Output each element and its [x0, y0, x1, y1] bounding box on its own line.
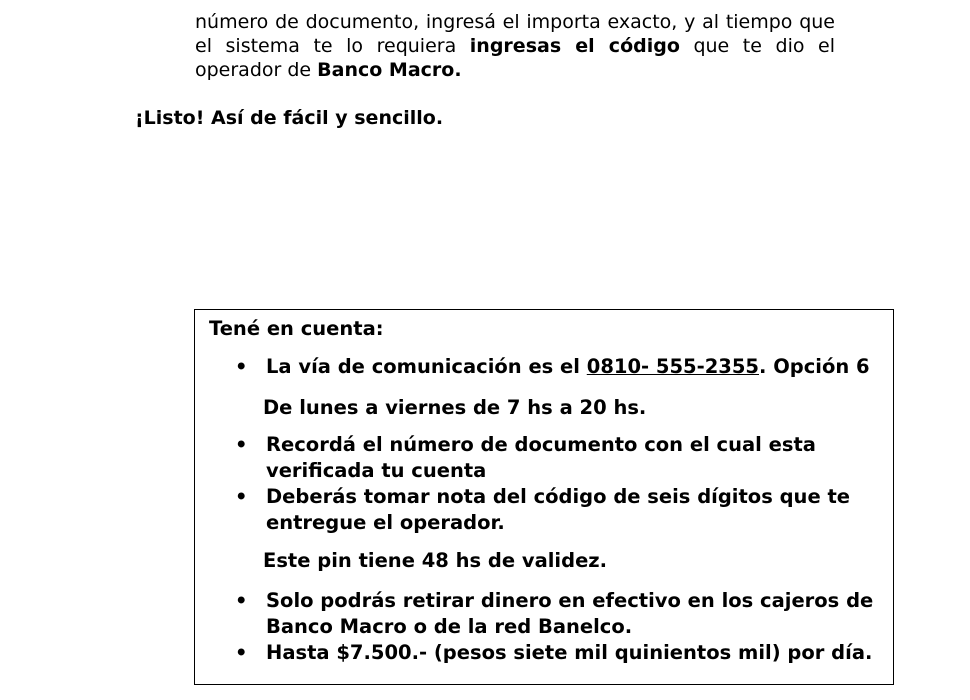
bullet-limit: [235, 640, 885, 666]
schedule-line: De lunes a viernes de 7 hs a 20 hs.: [263, 396, 647, 419]
bullet-contact: [235, 354, 885, 380]
bullet-document-text: Recordá el número de documento con el cual esta verificada tu cuenta: [266, 433, 816, 482]
bullet-dot: •: [235, 589, 248, 612]
bullet-dot: •: [235, 641, 248, 664]
phone-number: 0810- 555-2355: [586, 355, 759, 378]
bullet-code-text: Deberás tomar nota del código de seis dígitos que te entregue el operador.: [266, 485, 851, 534]
bullet-code: [235, 484, 885, 536]
intro-paragraph: [195, 10, 835, 82]
bullet-atm-text: Solo podrás retirar dinero en efectivo en los cajeros de Banco Macro o de la red Banelco.: [266, 589, 874, 638]
bullet-limit-text: Hasta $7.500.- (pesos siete mil quinientos mil) por día.: [266, 641, 873, 664]
listo-heading: ¡Listo! Así de fácil y sencillo.: [135, 107, 444, 129]
bullet-contact-text: [266, 354, 885, 380]
contact-suffix: . Opción 6: [759, 355, 870, 378]
bullet-dot: •: [235, 433, 248, 456]
contact-prefix: La vía de comunicación es el: [266, 355, 587, 378]
intro-bold-bank: Banco Macro.: [317, 59, 462, 81]
intro-text-1: número de documento, ingresá el importa exacto, y al tiempo que el sistema te lo requiera: [195, 11, 835, 57]
pin-validity-line: Este pin tiene 48 hs de validez.: [263, 549, 608, 572]
notice-title: Tené en cuenta:: [209, 317, 384, 340]
bullet-dot: •: [235, 485, 248, 508]
bullet-atm: [235, 588, 885, 640]
notice-box: [194, 309, 894, 685]
intro-text-2: que te dio el operador de: [195, 35, 835, 81]
bullet-document: [235, 432, 885, 484]
bullet-dot: •: [235, 355, 248, 378]
intro-bold-code: ingresas el código: [469, 35, 680, 57]
